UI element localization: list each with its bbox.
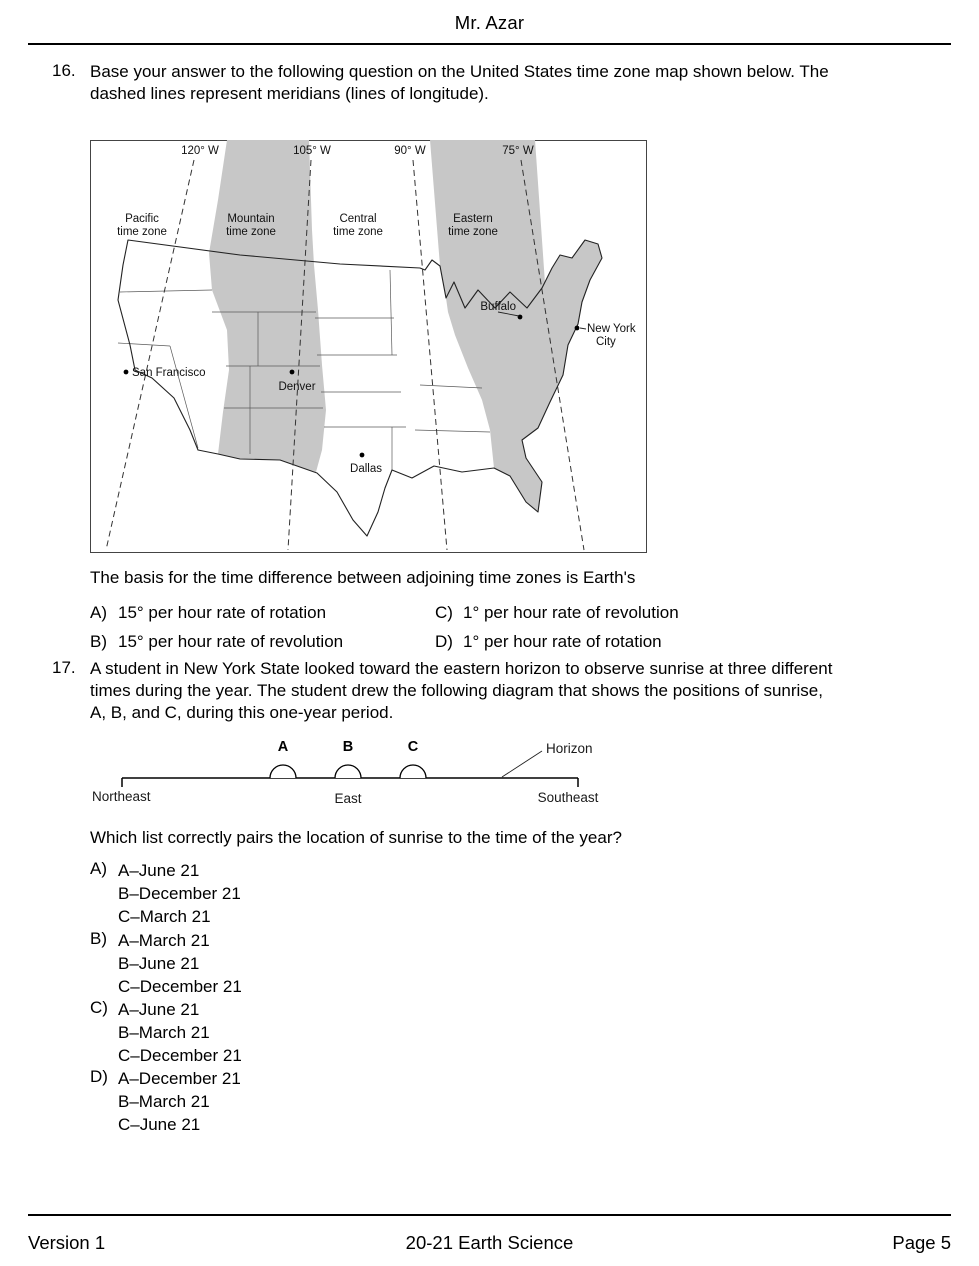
northeast-label: Northeast: [92, 788, 151, 804]
choice-a-lines: [118, 859, 241, 928]
question-16-body: [90, 61, 842, 654]
choice-c-line-1: A–June 21: [118, 999, 200, 1019]
choice-b-text: 15° per hour rate of revolution: [118, 632, 344, 652]
position-c-label: C: [407, 738, 419, 755]
buffalo-dot: [518, 314, 523, 319]
denver-dot: [290, 369, 295, 374]
question-16-choices: [90, 602, 842, 653]
choice-c-text: 1° per hour rate of revolution: [463, 603, 679, 623]
time-zone-map-figure: [90, 140, 647, 553]
question-16: [52, 61, 949, 654]
eastern-zone-label2: time zone: [448, 225, 498, 238]
horizon-leader-line: [502, 751, 542, 777]
horizon-label: Horizon: [546, 740, 593, 756]
choice-d-label: D): [435, 632, 453, 652]
choice-a[interactable]: [90, 602, 435, 624]
choice-a[interactable]: [90, 859, 842, 928]
choice-d[interactable]: [90, 1067, 842, 1136]
new-york-city-label: New York: [587, 322, 636, 335]
san-francisco-label: San Francisco: [132, 366, 206, 379]
choice-c-lines: [118, 998, 242, 1067]
question-16-intro: Base your answer to the following question on the United States time zone map shown below. The dashed lines represent meridians (lines of longitude).: [90, 62, 829, 104]
dallas-dot: [360, 452, 365, 457]
central-zone-label: Central: [339, 212, 377, 225]
course-title: 20-21 Earth Science: [405, 1232, 574, 1253]
new-york-city-dot: [575, 325, 580, 330]
teacher-name: Mr. Azar: [454, 12, 525, 33]
version-label: Version 1: [28, 1232, 106, 1253]
choice-d-label: D): [90, 1067, 108, 1087]
choice-b-line-2: B–June 21: [118, 953, 200, 973]
header-divider: [28, 43, 951, 45]
meridian-label-120w: 120° W: [181, 144, 219, 157]
central-zone-label2: time zone: [333, 225, 383, 238]
question-17-body: [90, 658, 842, 1137]
choice-d[interactable]: [435, 631, 842, 653]
choice-d-line-3: C–June 21: [118, 1115, 201, 1135]
page-footer: [28, 1214, 951, 1254]
choice-a-label: A): [90, 859, 107, 879]
question-17-choices: [90, 859, 842, 1136]
sunrise-horizon-diagram: [90, 731, 610, 811]
question-17-intro: A student in New York State looked toward the eastern horizon to observe sunrise at three different times during the year. The student drew the following diagram that shows the positions of sunrise, A, B, and C, during this one-year period.: [90, 658, 833, 723]
sunrise-diagram-figure: [90, 731, 610, 811]
question-17-number: 17.: [52, 657, 76, 677]
sunrise-b-arc: [335, 765, 361, 778]
choice-d-line-2: B–March 21: [118, 1092, 210, 1112]
choice-b[interactable]: [90, 929, 842, 998]
new-york-city-label2: City: [596, 335, 616, 348]
choice-b-label: B): [90, 928, 107, 948]
meridian-label-105w: 105° W: [293, 144, 331, 157]
choice-c[interactable]: [435, 602, 842, 624]
position-a-label: A: [277, 738, 289, 755]
denver-label: Denver: [278, 380, 316, 393]
choice-d-text: 1° per hour rate of rotation: [463, 632, 662, 652]
choice-b[interactable]: [90, 631, 435, 653]
san-francisco-dot: [124, 369, 129, 374]
pacific-zone-label: Pacific: [125, 212, 159, 225]
time-zone-map: [90, 140, 647, 553]
choice-c-line-2: B–March 21: [118, 1023, 210, 1043]
choice-c-line-3: C–December 21: [118, 1046, 242, 1066]
choice-c[interactable]: [90, 998, 842, 1067]
choice-a-label: A): [90, 603, 107, 623]
choice-a-line-1: A–June 21: [118, 861, 200, 881]
east-label: East: [334, 790, 362, 806]
choice-a-text: 15° per hour rate of rotation: [118, 603, 327, 623]
choice-c-label: C): [435, 603, 453, 623]
mountain-time-zone-band: [209, 140, 326, 472]
sunrise-a-arc: [270, 765, 296, 778]
meridian-label-75w: 75° W: [502, 144, 534, 157]
sunrise-c-arc: [400, 765, 426, 778]
choice-d-line-1: A–December 21: [118, 1069, 241, 1089]
choice-a-line-2: B–December 21: [118, 884, 241, 904]
question-17: [52, 658, 949, 1137]
eastern-zone-label: Eastern: [453, 212, 493, 225]
mountain-zone-label: Mountain: [227, 212, 275, 225]
page-number: Page 5: [892, 1232, 951, 1253]
choice-b-line-1: A–March 21: [118, 930, 210, 950]
question-16-number: 16.: [52, 61, 76, 80]
question-17-stem: Which list correctly pairs the location of sunrise to the time of the year?: [90, 827, 622, 847]
dallas-label: Dallas: [350, 462, 382, 475]
choice-b-label: B): [90, 632, 107, 652]
choice-a-line-3: C–March 21: [118, 907, 211, 927]
pacific-zone-label2: time zone: [117, 225, 167, 238]
buffalo-label: Buffalo: [480, 300, 516, 313]
choice-c-label: C): [90, 997, 108, 1017]
page-header: [0, 0, 979, 34]
choice-d-lines: [118, 1067, 241, 1136]
southeast-label: Southeast: [537, 789, 599, 805]
mountain-zone-label2: time zone: [226, 225, 276, 238]
choice-b-lines: [118, 929, 242, 998]
position-b-label: B: [342, 738, 354, 755]
question-16-stem: The basis for the time difference between adjoining time zones is Earth's: [90, 567, 636, 587]
choice-b-line-3: C–December 21: [118, 976, 242, 996]
meridian-label-90w: 90° W: [394, 144, 426, 157]
